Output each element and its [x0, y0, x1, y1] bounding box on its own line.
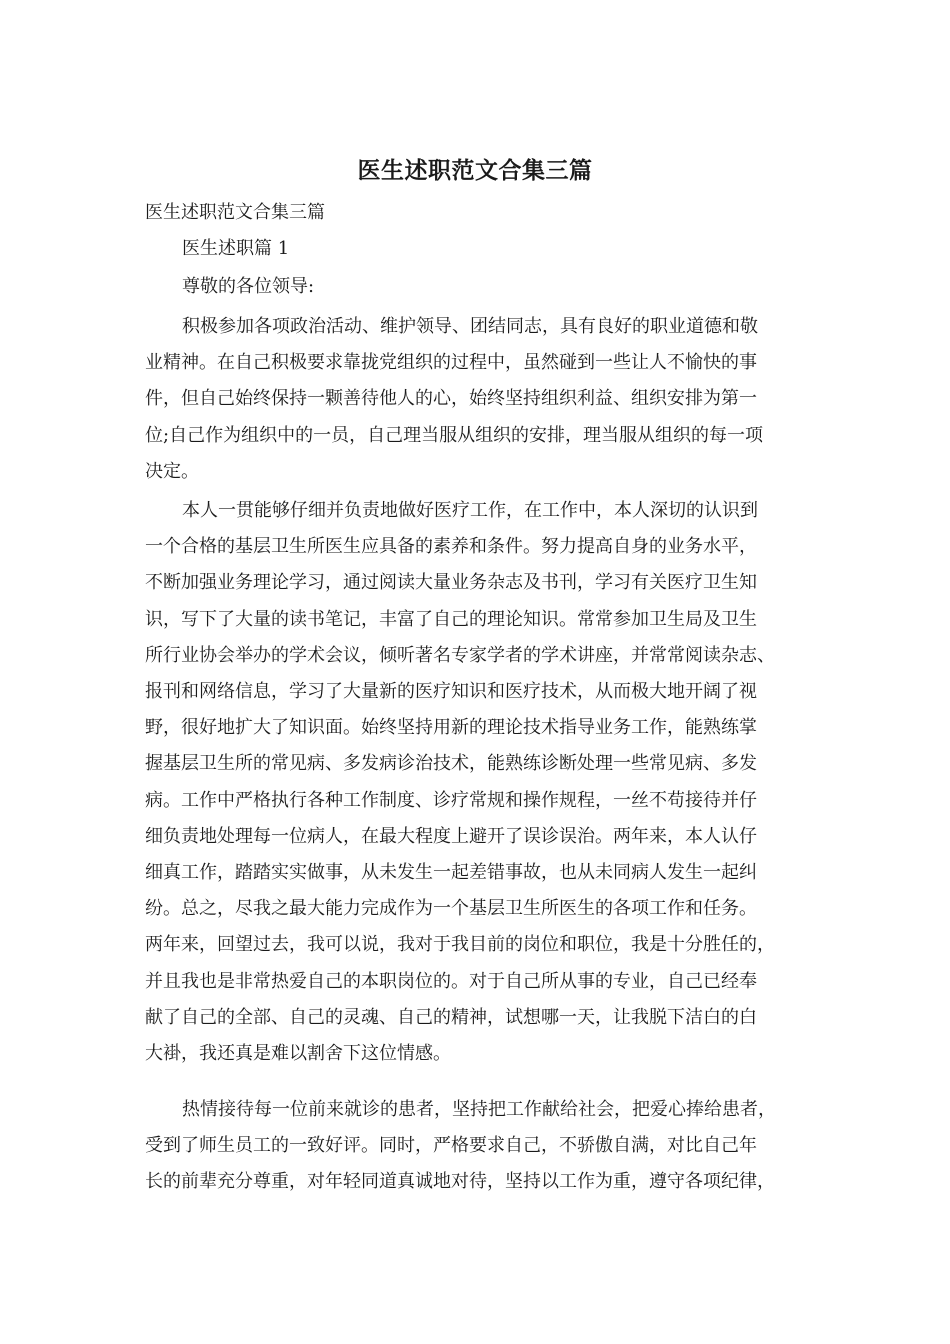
- paragraph-line: 热情接待每一位前来就诊的患者，坚持把工作献给社会，把爱心捧给患者，: [182, 1099, 776, 1120]
- section-heading: 医生述职篇 1: [182, 238, 290, 259]
- paragraph-line: 位;自己作为组织中的一员，自己理当服从组织的安排，理当服从组织的每一项: [145, 424, 764, 446]
- paragraph-line: 握基层卫生所的常见病、多发病诊治技术，能熟练诊断处理一些常见病、多发: [145, 753, 757, 775]
- paragraph-line: 细真工作，踏踏实实做事，从未发生一起差错事故，也从未同病人发生一起纠: [145, 862, 757, 884]
- paragraph-line: 献了自己的全部、自己的灵魂、自己的精神，试想哪一天，让我脱下洁白的白: [145, 1006, 757, 1028]
- paragraph-line: 识，写下了大量的读书笔记，丰富了自己的理论知识。常常参加卫生局及卫生: [145, 608, 757, 630]
- paragraph-line: 长的前辈充分尊重，对年轻同道真诚地对待，坚持以工作为重，遵守各项纪律，: [145, 1171, 775, 1193]
- paragraph-line: 两年来，回望过去，我可以说，我对于我目前的岗位和职位，我是十分胜任的，: [145, 934, 775, 956]
- paragraph-line: 积极参加各项政治活动、维护领导、团结同志，具有良好的职业道德和敬: [182, 316, 758, 337]
- paragraph-line: 野，很好地扩大了知识面。始终坚持用新的理论技术指导业务工作，能熟练掌: [145, 717, 757, 739]
- paragraph-line: 纷。总之，尽我之最大能力完成作为一个基层卫生所医生的各项工作和任务。: [145, 898, 757, 920]
- paragraph-line: 所行业协会举办的学术会议，倾听著名专家学者的学术讲座，并常常阅读杂志、: [145, 644, 775, 666]
- document-subtitle: 医生述职范文合集三篇: [145, 202, 325, 223]
- paragraph-1: [145, 309, 825, 490]
- paragraph-line: 本人一贯能够仔细并负责地做好医疗工作，在工作中，本人深切的认识到: [182, 500, 758, 521]
- paragraph-line: 一个合格的基层卫生所医生应具备的素养和条件。努力提高自身的业务水平，: [145, 536, 757, 558]
- paragraph-line: 件，但自己始终保持一颗善待他人的心，始终坚持组织利益、组织安排为第一: [145, 388, 757, 410]
- paragraph-2: [145, 493, 825, 1072]
- paragraph-line: 细负责地处理每一位病人，在最大程度上避开了误诊误治。两年来，本人认仔: [145, 825, 757, 847]
- paragraph-line: 报刊和网络信息，学习了大量新的医疗知识和医疗技术，从而极大地开阔了视: [145, 681, 757, 703]
- paragraph-line: 决定。: [145, 460, 199, 482]
- paragraph-line: 受到了师生员工的一致好评。同时，严格要求自己，不骄傲自满，对比自己年: [145, 1135, 757, 1157]
- paragraph-line: 业精神。在自己积极要求靠拢党组织的过程中，虽然碰到一些让人不愉快的事: [145, 352, 757, 374]
- paragraph-3: [145, 1092, 825, 1201]
- paragraph-line: 大褂，我还真是难以割舍下这位情感。: [145, 1043, 451, 1065]
- paragraph-line: 并且我也是非常热爱自己的本职岗位的。对于自己所从事的专业，自己已经奉: [145, 970, 757, 992]
- salutation: 尊敬的各位领导:: [182, 276, 315, 297]
- document-title: 医生述职范文合集三篇: [357, 157, 593, 184]
- paragraph-line: 不断加强业务理论学习，通过阅读大量业务杂志及书刊，学习有关医疗卫生知: [145, 572, 757, 594]
- paragraph-line: 病。工作中严格执行各种工作制度、诊疗常规和操作规程，一丝不苟接待并仔: [145, 789, 757, 811]
